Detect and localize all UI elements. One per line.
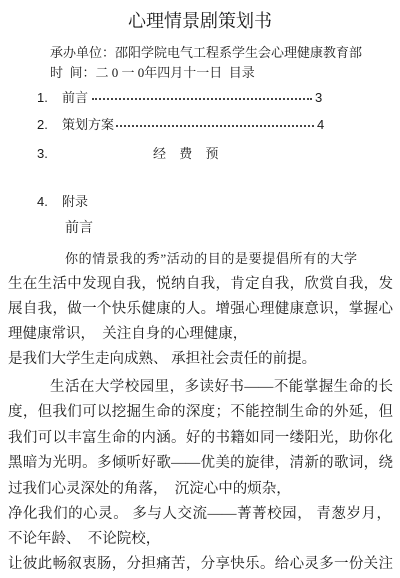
section-heading: 前言 xyxy=(65,221,93,236)
body-line: 净化我们的心灵。 多与人交流——菁菁校园， 青葱岁月， xyxy=(8,506,391,522)
body-line: 理健康常识， 关注自身的心理健康， xyxy=(8,326,248,342)
body-line: 不论年龄、 不论院校， xyxy=(8,531,161,547)
toc-item xyxy=(0,90,400,106)
body-line: 是我们大学生走向成熟、 承担社会责任的前提。 xyxy=(8,351,317,367)
body-line: 生活在大学校园里，多读好书——不能掌握生命的长 xyxy=(50,379,393,395)
toc-dot-leader xyxy=(92,98,312,100)
body-line: 让彼此畅叙衷肠，分担痛苦，分享快乐。给心灵多一份关注 xyxy=(8,556,393,572)
toc-number: 2. xyxy=(37,117,48,132)
toc-dot-leader xyxy=(116,125,314,127)
toc-label: 前言 xyxy=(62,90,89,105)
toc-page-number: 4 xyxy=(317,117,325,132)
page-title: 心理情景剧策划书 xyxy=(128,11,272,31)
toc-label: 经 费 预 xyxy=(153,146,224,161)
toc-item xyxy=(0,146,400,162)
body-line: 我们可以丰富生命的内涵。好的书籍如同一缕阳光，助你化 xyxy=(8,430,393,446)
body-line: 展自我，做一个快乐健康的人。增强心理健康意识，掌握心 xyxy=(8,301,393,317)
toc-label: 策划方案 xyxy=(62,117,115,132)
body-line: 你的情景我的秀”活动的目的是要提倡所有的大学 xyxy=(65,251,357,266)
body-line: 过我们心灵深处的角落， 沉淀心中的烦杂， xyxy=(8,481,291,497)
body-line: 生在生活中发现自我，悦纳自我，肯定自我，欣赏自我，发 xyxy=(8,276,393,292)
toc-label: 附录 xyxy=(62,194,89,209)
toc-item xyxy=(0,117,400,133)
date-line: 时 间：二 0 一 0年四月十一日 目录 xyxy=(50,65,255,80)
toc-number: 1. xyxy=(37,90,48,105)
toc-number: 4. xyxy=(37,194,48,209)
toc-item xyxy=(0,194,400,210)
toc-page-number: 3 xyxy=(315,90,323,105)
body-line: 度，但我们可以挖掘生命的深度；不能控制生命的外延，但 xyxy=(8,404,393,420)
toc-number: 3. xyxy=(37,146,48,161)
body-line: 黑暗为光明。多倾听好歌——优美的旋律，清新的歌词，绕 xyxy=(8,455,393,471)
organizer-line: 承办单位：邵阳学院电气工程系学生会心理健康教育部 xyxy=(50,45,363,60)
